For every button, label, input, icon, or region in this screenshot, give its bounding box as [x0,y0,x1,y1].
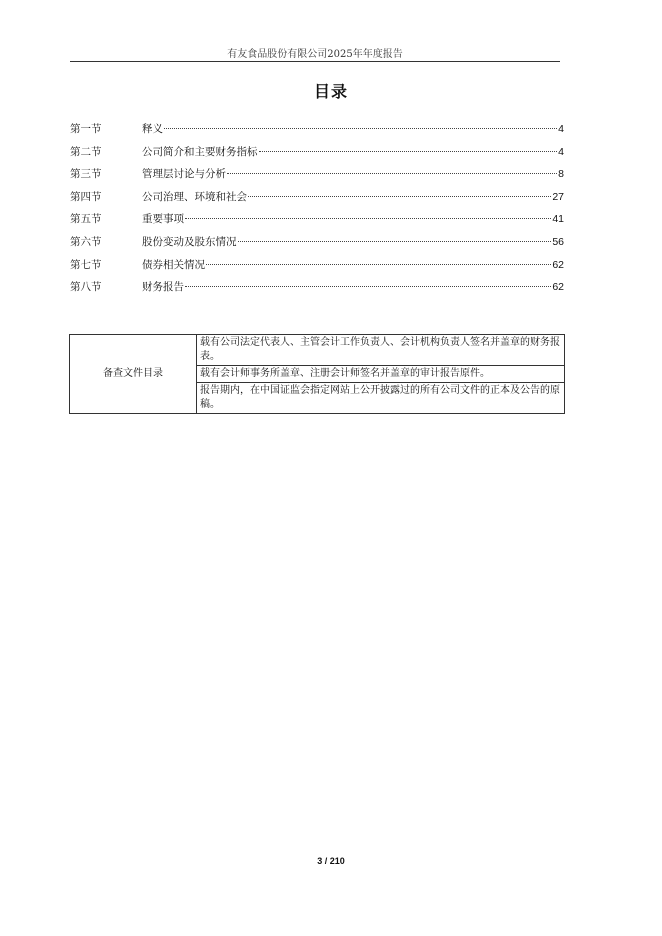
header-divider [70,61,560,62]
toc-section-title: 公司治理、环境和社会 [142,190,247,203]
toc-section-number: 第五节 [70,213,102,226]
toc-leader-dots [248,196,551,197]
reference-documents-table [69,334,565,414]
toc-leader-dots [227,173,557,174]
table-row [70,335,565,366]
toc-entry[interactable] [70,121,564,144]
toc-section-title: 管理层讨论与分析 [142,168,226,181]
toc-section-number: 第三节 [70,168,102,181]
toc-page-number: 56 [552,235,564,248]
toc-section-number: 第七节 [70,258,102,271]
reference-documents-label: 备查文件目录 [70,335,197,414]
page-number: 3 / 210 [317,856,345,866]
toc-section-title: 股份变动及股东情况 [142,235,237,248]
toc-section-number: 第一节 [70,123,102,135]
toc-section-title: 公司简介和主要财务指标 [142,145,258,158]
toc-page-number: 27 [552,190,564,203]
toc-entry[interactable] [70,144,564,167]
toc-section-number: 第二节 [70,145,102,158]
reference-document-item: 报告期内，在中国证监会指定网站上公开披露过的所有公司文件的正本及公告的原稿。 [197,383,565,414]
toc-leader-dots [238,241,552,242]
toc-leader-dots [185,218,551,219]
toc-section-title: 重要事项 [142,213,184,226]
reference-document-item: 载有会计师事务所盖章、注册会计师签名并盖章的审计报告原件。 [197,366,565,383]
toc-leader-dots [259,151,558,152]
toc-section-title: 释义 [142,123,163,135]
toc-entry[interactable] [70,189,564,212]
toc-page-number: 62 [552,281,564,294]
toc-entry[interactable] [70,234,564,257]
toc-leader-dots [164,128,557,129]
toc-page-number: 62 [552,258,564,271]
page-header: 有友食品股份有限公司2025年年度报告 [227,49,403,60]
table-of-contents [70,121,564,302]
toc-entry[interactable] [70,279,564,302]
toc-section-number: 第八节 [70,281,102,294]
toc-leader-dots [206,264,551,265]
toc-section-number: 第六节 [70,235,102,248]
toc-section-number: 第四节 [70,190,102,203]
toc-page-number: 41 [552,213,564,226]
toc-leader-dots [185,286,551,287]
toc-entry[interactable] [70,166,564,189]
toc-title: 目录 [313,82,348,101]
toc-section-title: 债券相关情况 [142,258,205,271]
toc-entry[interactable] [70,257,564,280]
toc-entry[interactable] [70,211,564,234]
reference-document-item: 载有公司法定代表人、主管会计工作负责人、会计机构负责人签名并盖章的财务报表。 [197,335,565,366]
toc-page-number: 4 [558,123,564,135]
toc-page-number: 4 [558,145,564,158]
toc-section-title: 财务报告 [142,281,184,294]
toc-page-number: 8 [558,168,564,181]
